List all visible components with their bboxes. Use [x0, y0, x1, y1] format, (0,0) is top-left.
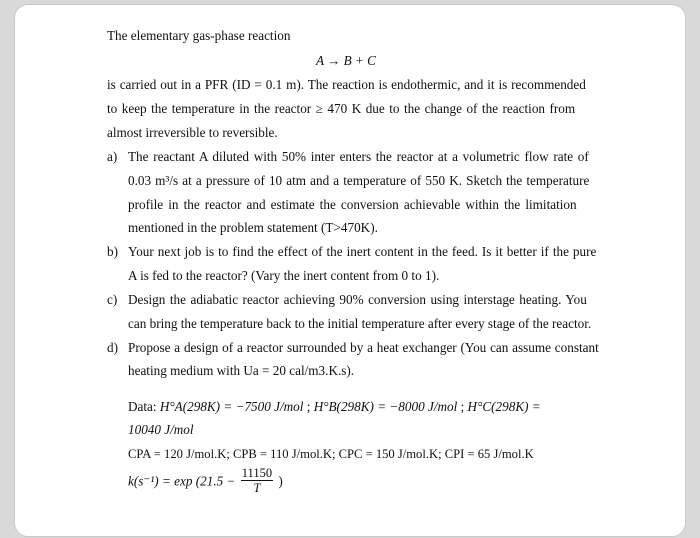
part-a-label: a): [107, 149, 118, 164]
part-b-line-2: A is fed to the reactor? (Vary the inert content from 0 to 1).: [128, 268, 440, 283]
part-a-line-2: 0.03 m³/s at a pressure of 10 atm and a temperature of 550 K. Sketch the temperature: [128, 173, 590, 188]
enthalpy-c-value: 10040 J/mol: [128, 422, 194, 437]
rate-constant-equation: [128, 466, 283, 496]
reaction-equation: A → B + C: [316, 53, 376, 68]
part-a-line-4: mentioned in the problem statement (T>470K).: [128, 220, 378, 235]
data-line-1: Data: H°A(298K) = −7500 J/mol ; H°B(298K) = −8000 J/mol ; H°C(298K) =: [128, 399, 541, 414]
part-a-line-3: profile in the reactor and estimate the conversion achievable within the limitation: [128, 197, 577, 212]
heat-capacity-line: CPA = 120 J/mol.K; CPB = 110 J/mol.K; CPC = 150 J/mol.K; CPI = 65 J/mol.K: [128, 447, 534, 461]
enthalpy-b: H°B(298K) = −8000 J/mol: [313, 399, 458, 414]
part-d-label: d): [107, 340, 118, 355]
intro-line-4: almost irreversible to reversible.: [107, 125, 278, 140]
fraction-denominator: T: [253, 481, 261, 496]
part-d-line-1: Propose a design of a reactor surrounded by a heat exchanger (You can assume constant: [128, 340, 599, 355]
intro-line-2: is carried out in a PFR (ID = 0.1 m). The reaction is endothermic, and it is recommended: [107, 77, 586, 92]
intro-line-1: The elementary gas-phase reaction: [107, 28, 291, 43]
enthalpy-c: H°C(298K) =: [467, 399, 541, 414]
document-page: [14, 4, 686, 537]
part-c-label: c): [107, 292, 118, 307]
rate-constant-close: ): [278, 473, 283, 489]
part-c-line-1: Design the adiabatic reactor achieving 90% conversion using interstage heating. You: [128, 292, 587, 307]
part-c-line-2: can bring the temperature back to the initial temperature after every stage of the reactor.: [128, 316, 592, 331]
rate-constant-lhs: k(s⁻¹) = exp (21.5 −: [128, 473, 236, 489]
part-b-label: b): [107, 244, 118, 259]
part-b-line-1: Your next job is to find the effect of the inert content in the feed. Is it better if the pure: [128, 244, 597, 259]
data-label: Data:: [128, 399, 157, 414]
enthalpy-a: H°A(298K) = −7500 J/mol: [159, 399, 304, 414]
part-a-line-1: The reactant A diluted with 50% inter enters the reactor at a volumetric flow rate of: [128, 149, 589, 164]
rate-constant-fraction: [241, 466, 273, 496]
part-d-line-2: heating medium with Ua = 20 cal/m3.K.s).: [128, 363, 355, 378]
fraction-numerator: 11150: [241, 466, 273, 480]
intro-line-3: to keep the temperature in the reactor ≥ 470 K due to the change of the reaction from: [107, 101, 576, 116]
